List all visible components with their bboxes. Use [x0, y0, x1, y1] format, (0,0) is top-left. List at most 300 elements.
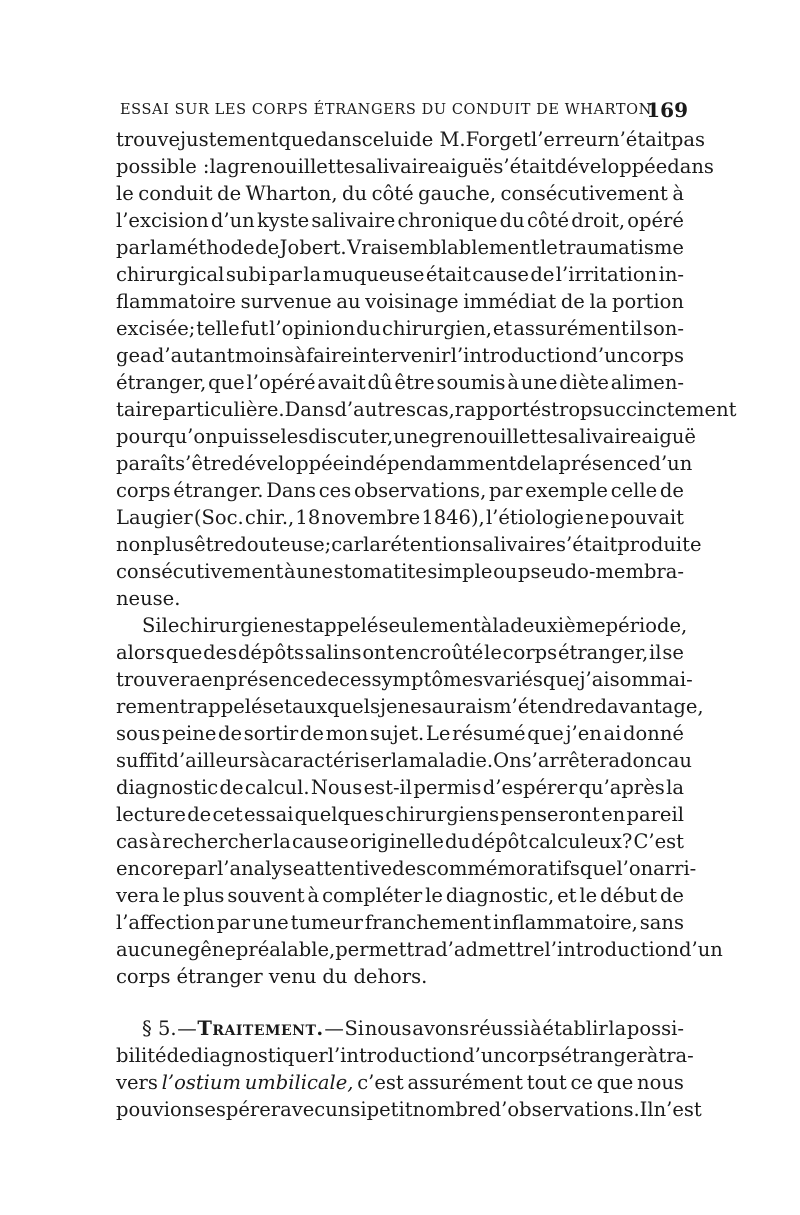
word: attentive: [304, 857, 393, 880]
word: Si: [142, 614, 162, 637]
word: étranger,: [116, 371, 207, 394]
word: pouvions: [116, 1098, 205, 1121]
word: aiguë: [641, 425, 696, 448]
word: chronique: [397, 209, 498, 232]
word: l’introduction: [450, 344, 586, 367]
word: alors: [116, 641, 165, 664]
word: sommai-: [609, 668, 693, 691]
word: intervenir: [352, 344, 451, 367]
word: taire: [116, 398, 163, 421]
word: est: [283, 614, 313, 637]
word: petit: [366, 1098, 413, 1121]
word: d’autres: [334, 398, 417, 421]
text-line: [116, 1096, 702, 1123]
word: ou: [493, 560, 518, 583]
word: par: [183, 857, 218, 880]
word: ne: [585, 506, 610, 529]
word: ai: [603, 722, 622, 745]
word: l’excision: [116, 209, 209, 232]
word: lecture: [116, 803, 186, 826]
text-line: [116, 423, 696, 450]
word: vera: [116, 884, 160, 907]
word: l’étiologie: [485, 506, 584, 529]
word: ces: [318, 479, 352, 502]
word: § 5.: [142, 1017, 177, 1040]
word: succinctement: [592, 398, 737, 421]
word: gêne: [187, 938, 236, 961]
word: douteuse;: [234, 533, 332, 556]
word: l’introduction: [327, 1044, 463, 1067]
word: chirurgien: [179, 614, 284, 637]
word: du: [342, 182, 368, 205]
word: de: [255, 236, 280, 259]
word: une: [252, 911, 289, 934]
text-line: [116, 207, 684, 234]
word: quelques: [294, 803, 385, 826]
word: auxquels: [291, 695, 380, 718]
word: chirurgical: [116, 263, 225, 286]
word: indépendamment: [344, 452, 517, 475]
word: non: [116, 533, 153, 556]
word: de M.: [409, 128, 466, 151]
word: Jobert.: [279, 236, 347, 259]
word: cas,: [416, 398, 455, 421]
word: à: [646, 1044, 659, 1067]
word: davantage,: [594, 695, 704, 718]
word: pas: [670, 128, 706, 151]
word: saurais: [421, 695, 494, 718]
word: corps: [116, 479, 171, 502]
word: ont: [362, 641, 395, 664]
word: établir: [542, 1017, 608, 1040]
word: variés: [483, 668, 543, 691]
word: nous: [637, 1071, 684, 1094]
word: que: [527, 722, 564, 745]
word: aucune: [116, 938, 188, 961]
word: d’un: [585, 344, 630, 367]
text-line: [142, 1015, 684, 1042]
word: C’est: [633, 830, 684, 853]
word: une: [296, 560, 333, 583]
word: portion: [612, 290, 684, 313]
word: corps: [116, 965, 171, 988]
word: possi-: [626, 1017, 684, 1040]
word: m’étendre: [493, 695, 595, 718]
word: était: [425, 263, 471, 286]
text-line: [116, 963, 684, 990]
word: de: [219, 776, 244, 799]
word: le: [161, 614, 180, 637]
word: le: [540, 236, 558, 259]
word: traumatisme: [558, 236, 684, 259]
word: possible :: [116, 155, 210, 178]
word: cause: [292, 830, 349, 853]
word: de: [218, 722, 243, 745]
word: diète: [559, 371, 609, 394]
word: j’en: [565, 722, 602, 745]
word: l’introduction: [544, 938, 680, 961]
text-line: [116, 801, 684, 828]
word: l’affection: [116, 911, 215, 934]
word: les: [280, 425, 309, 448]
word: venu: [268, 965, 317, 988]
word: penseront: [500, 803, 600, 826]
word: grenouillette: [429, 425, 558, 448]
text-line: [116, 666, 693, 693]
word: dehors.: [353, 965, 428, 988]
word: produite: [617, 533, 702, 556]
word: l’on: [616, 857, 654, 880]
word: l’opinion: [269, 317, 356, 340]
word: rapportés: [454, 398, 552, 421]
word: simple: [427, 560, 493, 583]
word: franchement: [364, 911, 492, 934]
word: pouvait: [610, 506, 684, 529]
word: le: [579, 884, 598, 907]
word: d’observations.: [488, 1098, 640, 1121]
word: diagnostic: [116, 776, 219, 799]
word: par: [216, 911, 251, 934]
word: est-il: [363, 776, 413, 799]
word: discuter,: [308, 425, 394, 448]
word: méthode: [168, 236, 255, 259]
word: salins: [304, 641, 362, 664]
word: flammatoire: [116, 290, 236, 313]
word: observations,: [353, 479, 487, 502]
word: de: [530, 263, 555, 286]
word: Il: [639, 1098, 654, 1121]
word: des: [392, 857, 427, 880]
word: in-: [658, 263, 684, 286]
word: j’ai: [579, 668, 610, 691]
word: à: [530, 1017, 542, 1040]
word: d’espérer: [482, 776, 578, 799]
word: pour: [116, 425, 163, 448]
word: souvent: [227, 884, 305, 907]
word: rétention: [381, 533, 473, 556]
word: l’erreur: [531, 128, 608, 151]
word: du: [444, 830, 471, 853]
word: présence: [225, 668, 315, 691]
text-line: [116, 747, 692, 774]
word: avait: [317, 371, 366, 394]
word: à: [672, 182, 684, 205]
word: que: [596, 1071, 634, 1094]
text-line: [116, 1069, 684, 1096]
word: à: [507, 371, 519, 394]
word: le: [425, 884, 443, 907]
word: la: [390, 749, 409, 772]
word: corps: [629, 344, 684, 367]
text-line: [116, 342, 684, 369]
word: permis: [413, 776, 482, 799]
text-line: [116, 693, 704, 720]
word: car: [331, 533, 364, 556]
word: kyste: [256, 209, 310, 232]
word: être: [394, 371, 435, 394]
text-line: [116, 369, 684, 396]
word: suffit: [116, 749, 167, 772]
word: appelé: [312, 614, 379, 637]
word: —: [324, 1017, 344, 1040]
word: vers: [116, 1071, 158, 1094]
word: ce: [570, 1071, 593, 1094]
word: tout: [526, 1071, 567, 1094]
word: un: [325, 1098, 351, 1121]
word: celle: [610, 479, 658, 502]
word: du: [356, 317, 382, 340]
word: salivaire: [557, 425, 642, 448]
word: de: [659, 884, 684, 907]
word: Si: [344, 1017, 365, 1040]
word: cas: [116, 830, 149, 853]
word: étranger,: [557, 641, 649, 664]
text-line: [116, 585, 684, 612]
word: être: [194, 533, 235, 556]
word: d’un: [210, 209, 255, 232]
word: à: [258, 749, 271, 772]
word: étranger.: [173, 479, 264, 502]
word: maladie.: [408, 749, 494, 772]
word: à: [294, 344, 306, 367]
word: Vraisemblablement: [347, 236, 540, 259]
word: la: [363, 533, 381, 556]
word: s’était: [556, 533, 618, 556]
text-line: [116, 720, 684, 747]
word: pseudo-membra-: [518, 560, 684, 583]
word: mon: [325, 722, 369, 745]
word: originelle: [349, 830, 444, 853]
word: que: [208, 371, 245, 394]
word: justement: [180, 128, 279, 151]
word: sans: [639, 911, 684, 934]
word: (Soc.: [193, 506, 244, 529]
word: Dans: [284, 398, 335, 421]
word: consécutivement: [500, 182, 668, 205]
word: calculeux?: [528, 830, 633, 853]
word: que: [278, 128, 316, 151]
word: du: [322, 965, 348, 988]
word: la: [608, 1017, 627, 1040]
word: rechercher: [162, 830, 272, 853]
word: la: [303, 263, 322, 286]
word: aiguë: [438, 155, 494, 178]
text-line: [116, 1042, 694, 1069]
word: voisinage: [365, 290, 459, 313]
word: au: [667, 749, 692, 772]
word: se: [662, 641, 684, 664]
word: arri-: [653, 857, 697, 880]
text-line: [116, 126, 706, 153]
word: immédiat: [463, 290, 557, 313]
word: particulière.: [162, 398, 285, 421]
text-line: [116, 882, 684, 909]
word: à: [307, 884, 320, 907]
word: je: [379, 695, 398, 718]
word: dû: [367, 371, 393, 394]
word: neuse.: [116, 587, 181, 610]
word: ces: [339, 668, 372, 691]
word: excisée;: [116, 317, 196, 340]
word: le: [484, 641, 502, 664]
word: diagnostic,: [445, 884, 555, 907]
word: salivaire: [355, 155, 439, 178]
word: l’analyse: [217, 857, 305, 880]
word: n’est: [653, 1098, 702, 1121]
word: s’était: [493, 155, 555, 178]
word: de: [187, 803, 212, 826]
word: corps: [506, 1044, 561, 1067]
word: n’était: [607, 128, 671, 151]
word: Traitement.: [197, 1017, 324, 1040]
word: que: [542, 668, 580, 691]
word: développée: [231, 452, 345, 475]
word: de: [315, 668, 340, 691]
word: c’est: [357, 1071, 404, 1094]
word: d’admettre: [435, 938, 545, 961]
word: la: [209, 155, 228, 178]
word: fut: [240, 317, 269, 340]
word: de: [659, 479, 684, 502]
word: Laugier: [116, 506, 193, 529]
running-title: ESSAI SUR LES CORPS ÉTRANGERS DU CONDUIT DE WHARTON.: [120, 102, 657, 118]
word: umbilicale,: [244, 1071, 354, 1094]
word: une: [393, 425, 430, 448]
word: peine: [162, 722, 217, 745]
word: consécutivement: [116, 560, 284, 583]
word: moins: [234, 344, 294, 367]
word: Wharton,: [245, 182, 338, 205]
word: diagnostiquer: [190, 1044, 328, 1067]
word: 18: [295, 506, 321, 529]
text-line: [116, 828, 684, 855]
text-line: [116, 639, 684, 666]
word: réussi: [469, 1017, 530, 1040]
word: tra-: [658, 1044, 694, 1067]
text-line: [116, 261, 684, 288]
word: par: [488, 479, 523, 502]
word: dans: [315, 128, 362, 151]
text-line: [116, 774, 684, 801]
word: muqueuse: [322, 263, 425, 286]
word: que: [579, 857, 617, 880]
word: gauche,: [418, 182, 497, 205]
word: à: [283, 560, 296, 583]
word: il: [649, 641, 662, 664]
word: chir.,: [244, 506, 295, 529]
word: son-: [643, 317, 684, 340]
word: paraît: [116, 452, 176, 475]
word: la: [666, 776, 684, 799]
text-line: [116, 504, 684, 531]
word: avec: [280, 1098, 326, 1121]
word: que: [165, 641, 203, 664]
word: conduit: [138, 182, 213, 205]
text-line: [116, 855, 697, 882]
text-line: [116, 153, 714, 180]
word: sous: [116, 722, 161, 745]
word: pareil: [626, 803, 684, 826]
word: la: [540, 452, 559, 475]
word: avons: [412, 1017, 470, 1040]
word: exemple: [525, 479, 608, 502]
word: Forget: [465, 128, 531, 151]
word: ne: [397, 695, 422, 718]
word: Nous: [310, 776, 363, 799]
word: au: [336, 290, 361, 313]
word: trouve: [116, 128, 181, 151]
text-line: [116, 477, 684, 504]
word: des: [203, 641, 238, 664]
word: salivaire: [472, 533, 557, 556]
word: préalable,: [235, 938, 336, 961]
word: trop: [551, 398, 593, 421]
word: qu’après: [578, 776, 665, 799]
word: seulement: [378, 614, 481, 637]
word: caractériser: [270, 749, 391, 772]
word: assurément: [407, 1071, 523, 1094]
word: une: [520, 371, 558, 394]
word: survenue: [240, 290, 332, 313]
word: d’un: [462, 1044, 506, 1067]
word: par: [268, 263, 302, 286]
word: permettra: [335, 938, 436, 961]
word: la: [589, 290, 608, 313]
word: en: [200, 668, 226, 691]
word: rement: [116, 695, 188, 718]
word: 1846),: [421, 506, 485, 529]
word: cause: [472, 263, 529, 286]
word: chirurgiens: [385, 803, 500, 826]
word: telle: [196, 317, 240, 340]
text-line: [116, 450, 693, 477]
word: gea: [116, 344, 152, 367]
word: encore: [116, 857, 184, 880]
word: la: [273, 830, 291, 853]
word: nous: [364, 1017, 412, 1040]
word: plus: [152, 533, 195, 556]
text-line: [116, 315, 684, 342]
word: chirurgien,: [382, 317, 492, 340]
word: espérer: [204, 1098, 281, 1121]
word: essai: [244, 803, 294, 826]
word: et: [557, 884, 577, 907]
word: l’opéré: [246, 371, 316, 394]
word: tumeur: [290, 911, 363, 934]
word: de: [516, 452, 541, 475]
word: à: [480, 614, 493, 637]
word: d’un: [648, 452, 693, 475]
word: sujet.: [370, 722, 425, 745]
word: résumé: [452, 722, 526, 745]
text-line: [116, 396, 737, 423]
word: salivaire: [311, 209, 396, 232]
word: deuxième: [510, 614, 606, 637]
word: subi: [225, 263, 268, 286]
word: Dans: [266, 479, 317, 502]
text-line: [116, 288, 684, 315]
word: côté: [526, 209, 569, 232]
running-header: [120, 98, 688, 122]
word: s’être: [175, 452, 232, 475]
word: soumis: [436, 371, 506, 394]
word: dépôt: [471, 830, 528, 853]
word: de: [166, 1044, 191, 1067]
word: d’autant: [151, 344, 235, 367]
word: et: [492, 317, 513, 340]
text-line: [116, 531, 702, 558]
word: corps: [502, 641, 558, 664]
